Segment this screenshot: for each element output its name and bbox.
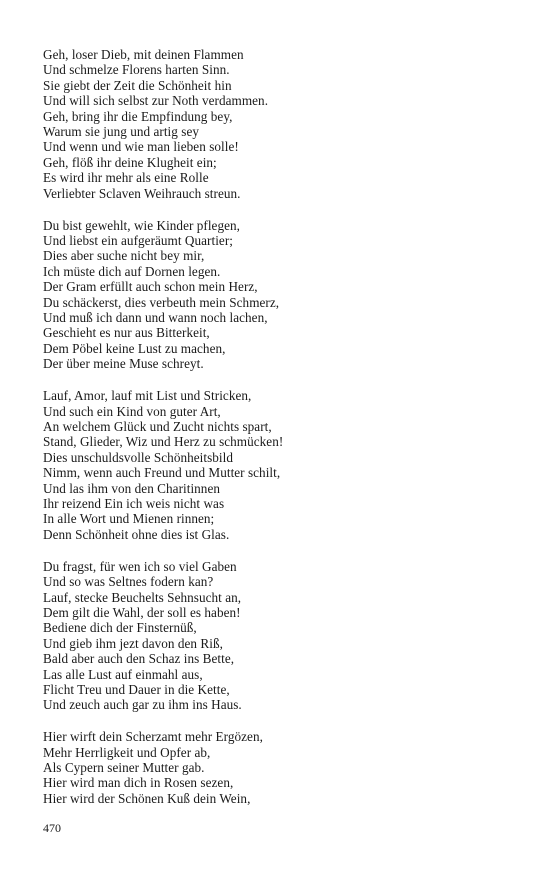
verse-line: Und muß ich dann und wann noch lachen, [43,310,268,325]
verse-line: Sie giebt der Zeit die Schönheit hin [43,77,232,93]
verse-line: Warum sie jung und artig sey [43,124,199,140]
verse-line: Als Cypern seiner Mutter gab. [43,760,205,776]
stanza [43,218,513,372]
verse-line: Du bist gewehlt, wie Kinder pflegen, [43,217,240,233]
verse-line: Du fragst, für wen ich so viel Gaben [43,558,237,574]
verse-line: In alle Wort und Mienen rinnen; [43,511,215,527]
verse-line: Und so was Seltnes fodern kan? [43,574,214,590]
verse-line: An welchem Glück und Zucht nichts spart, [43,418,272,434]
verse-line: Lauf, Amor, lauf mit List und Stricken, [43,388,252,404]
verse-line: Denn Schönheit ohne dies ist Glas. [43,526,230,542]
verse-line: Hier wird der Schönen Kuß dein Wein, [43,790,251,806]
verse-line: Geh, loser Dieb, mit deinen Flammen [43,47,244,62]
verse-line: Es wird ihr mehr als eine Rolle [43,170,209,186]
verse-line: Und schmelze Florens harten Sinn. [43,62,230,78]
poem-text [43,47,513,823]
verse-line: Dem Pöbel keine Lust zu machen, [43,340,226,356]
verse-line: Flicht Treu und Dauer in die Kette, [43,681,230,697]
verse-line: Geh, bring ihr die Empfindung bey, [43,108,233,124]
verse-line: Bediene dich der Finsternüß, [43,620,197,636]
verse-line: Der Gram erfüllt auch schon mein Herz, [43,279,258,295]
verse-line: Der über meine Muse schreyt. [43,356,204,372]
verse-line: Bald aber auch den Schaz ins Bette, [43,651,235,667]
verse-line: Und gieb ihm jezt davon den Riß, [43,635,223,651]
stanza [43,47,513,201]
verse-line: Hier wirft dein Scherzamt mehr Ergözen, [43,729,263,745]
stanza [43,559,513,713]
verse-line: Dies unschuldsvolle Schönheitsbild [43,449,233,465]
verse-line: Und such ein Kind von guter Art, [43,403,221,419]
verse-line: Ich müste dich auf Dornen legen. [43,263,221,279]
verse-line: Und wenn und wie man lieben solle! [43,139,239,155]
verse-line: Und las ihm von den Charitinnen [43,480,220,496]
stanza [43,388,513,542]
verse-line: Du schäckerst, dies verbeuth mein Schmerz, [43,294,280,310]
verse-line: Dies aber suche nicht bey mir, [43,248,205,264]
verse-line: Mehr Herrligkeit und Opfer ab, [43,744,211,760]
verse-line: Las alle Lust auf einmahl aus, [43,666,203,682]
page-number: 470 [43,821,61,835]
verse-line: Verliebter Sclaven Weihrauch streun. [43,185,241,201]
verse-line: Und will sich selbst zur Noth verdammen. [43,93,269,109]
stanza [43,729,513,806]
verse-line: Ihr reizend Ein ich weis nicht was [43,495,225,511]
verse-line: Hier wird man dich in Rosen sezen, [43,775,234,791]
verse-line: Und zeuch auch gar zu ihm ins Haus. [43,697,242,713]
verse-line: Nimm, wenn auch Freund und Mutter schilt, [43,465,281,481]
verse-line: Dem gilt die Wahl, der soll es haben! [43,604,241,620]
verse-line: Lauf, stecke Beuchelts Sehnsucht an, [43,589,242,605]
verse-line: Geh, flöß ihr deine Klugheit ein; [43,154,217,170]
verse-line: Und liebst ein aufgeräumt Quartier; [43,232,233,248]
verse-line: Geschieht es nur aus Bitterkeit, [43,325,210,341]
verse-line: Stand, Glieder, Wiz und Herz zu schmücken! [43,434,284,450]
